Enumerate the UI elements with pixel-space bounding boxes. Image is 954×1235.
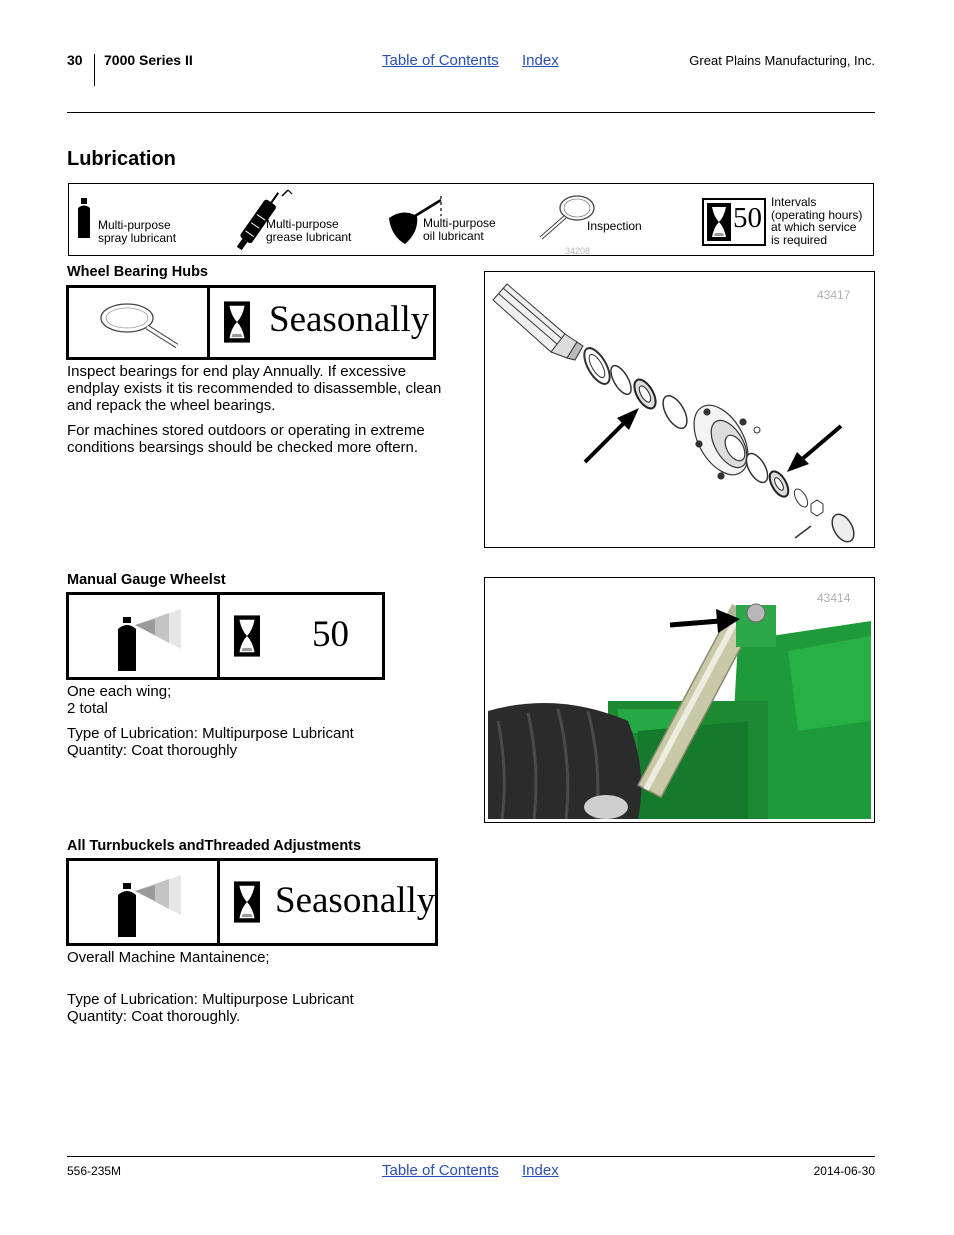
interval-cell — [207, 288, 433, 357]
header-divider — [94, 54, 95, 86]
gauge-wheel-figure-number: 43414 — [817, 591, 851, 605]
wheel-bearing-figure — [484, 271, 875, 548]
footer-toc-link[interactable]: Table of Contents — [382, 1162, 499, 1179]
spray-can-icon — [75, 198, 97, 240]
revision-date: 2014-06-30 — [813, 1164, 875, 1178]
footer-index-link[interactable]: Index — [522, 1162, 559, 1179]
turnbuckles-heading: All Turnbuckels andThreaded Adjustments — [67, 838, 362, 854]
gauge-wheel-photo — [488, 581, 871, 819]
hourglass-icon — [234, 881, 260, 923]
interval-cell — [217, 595, 382, 677]
gauge-wheels-description: One each wing; 2 total Type of Lubrication: Multipurpose Lubricant Quantity: Coat thoroughly — [67, 683, 354, 759]
header-toc-link[interactable]: Table of Contents — [382, 52, 499, 69]
legend-interval-box — [702, 198, 766, 246]
hourglass-icon — [224, 301, 250, 343]
legend-spray-label: Multi-purpose spray lubricant — [98, 218, 177, 245]
legend-oil-label: Multi-purpose oil lubricant — [423, 216, 496, 243]
wheel-bearing-heading: Wheel Bearing Hubs — [67, 264, 208, 280]
legend-grease-label: Multi-purpose grease lubricant — [266, 217, 352, 244]
spray-cell — [69, 861, 217, 943]
series-title: 7000 Series II — [104, 52, 193, 68]
turnbuckles-description: Overall Machine Mantainence; Type of Lubrication: Multipurpose Lubricant Quantity: Coat thoroughly. — [67, 949, 354, 1025]
legend-interval-label: Intervals (operating hours) at which service is required — [771, 195, 863, 247]
legend-interval-value: 50 — [733, 202, 762, 234]
wheel-bearing-exploded-view — [485, 272, 874, 547]
hourglass-icon — [707, 203, 731, 241]
page-number: 30 — [67, 52, 83, 68]
gauge-wheel-figure — [484, 577, 875, 823]
gauge-wheels-heading: Manual Gauge Wheelst — [67, 572, 226, 588]
spray-can-icon — [117, 871, 181, 939]
header-rule — [67, 112, 875, 113]
legend-inspection-label: Inspection — [587, 219, 642, 233]
legend-figure-number: 34208 — [565, 246, 591, 256]
document-number: 556-235M — [67, 1164, 122, 1178]
interval-cell — [217, 861, 435, 943]
wheel-bearing-interval: Seasonally — [269, 299, 430, 340]
spray-cell — [69, 595, 217, 677]
inspection-cell — [69, 288, 207, 357]
magnifier-icon — [99, 300, 181, 350]
company-name: Great Plains Manufacturing, Inc. — [689, 53, 875, 68]
page-title: Lubrication — [67, 148, 176, 170]
header-index-link[interactable]: Index — [522, 52, 559, 69]
lubrication-legend — [68, 183, 874, 256]
turnbuckles-service-table — [66, 858, 438, 946]
footer-rule — [67, 1156, 875, 1157]
spray-can-icon — [117, 605, 181, 673]
turnbuckles-interval: Seasonally — [275, 880, 436, 921]
gauge-wheels-interval: 50 — [312, 614, 349, 655]
gauge-wheels-service-table — [66, 592, 385, 680]
hourglass-icon — [234, 615, 260, 657]
wheel-bearing-service-table — [66, 285, 436, 360]
magnifier-icon — [537, 192, 599, 242]
wheel-bearing-figure-number: 43417 — [817, 288, 851, 302]
wheel-bearing-description: Inspect bearings for end play Annually. If excessive endplay exists it tis recommended to disassemble, clean and repack the wheel bearings. For machines stored outdoors or operating in extreme conditions bearsings should be checked more oftern. — [67, 363, 442, 456]
